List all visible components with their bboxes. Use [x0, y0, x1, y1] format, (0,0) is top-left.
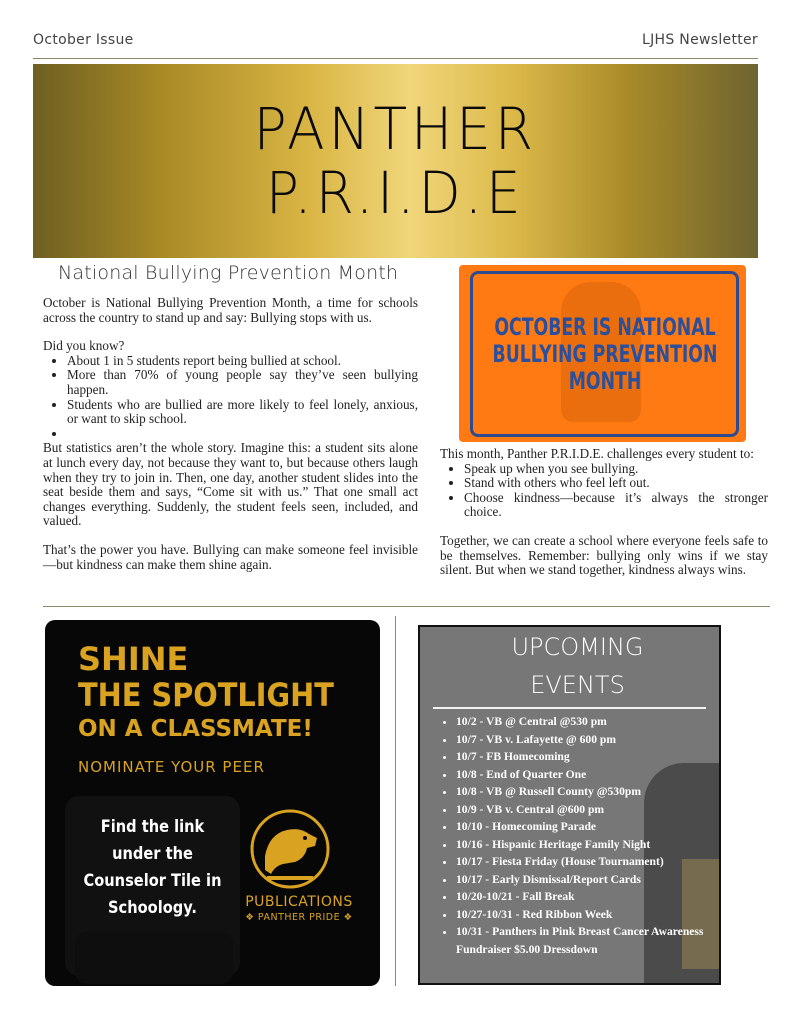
newsletter-label: LJHS Newsletter: [642, 32, 758, 48]
list-item: • About 1 in 5 students report being bullied at school.: [67, 354, 418, 369]
list-item: • Speak up when you see bullying.: [464, 462, 768, 477]
list-item: • 10/31 - Panthers in Pink Breast Cancer Awareness Fundraiser $5.00 Dressdown: [456, 923, 721, 958]
list-item: • 10/27-10/31 - Red Ribbon Week: [456, 906, 721, 924]
article-intro: October is National Bullying Prevention Month, a time for schools across the country to stand up and say: Bullying stops with us.: [43, 295, 418, 325]
list-item: • 10/7 - FB Homecoming: [456, 748, 721, 766]
did-you-know-label: Did you know?: [43, 338, 125, 354]
list-item: • Choose kindness—because it’s always the stronger choice.: [464, 491, 768, 520]
left-article: [43, 296, 418, 586]
issue-label: October Issue: [33, 32, 134, 48]
column-divider: [395, 616, 396, 986]
title-banner: [33, 64, 758, 258]
spotlight-line1: SHINE: [78, 640, 189, 678]
right-article: [440, 447, 768, 592]
list-item-empty: [67, 427, 418, 442]
section-divider: [43, 606, 770, 607]
list-item: • 10/20-10/21 - Fall Break: [456, 888, 721, 906]
list-item: • 10/10 - Homecoming Parade: [456, 818, 721, 836]
nominate-label: NOMINATE YOUR PEER: [78, 758, 265, 776]
article-closing: That’s the power you have. Bullying can make someone feel invisible—but kindness can make them shine again.: [43, 541, 418, 572]
spotlight-line2: THE SPOTLIGHT: [78, 676, 334, 714]
bullying-poster: [459, 265, 746, 442]
challenge-closing: Together, we can create a school where everyone feels safe to be themselves. Remember: bullying only wins if we stay silent. But when we stand together, kindness always wins.: [440, 532, 768, 578]
events-title-line2: EVENTS: [530, 671, 625, 699]
list-item: • 10/8 - VB @ Russell County @530pm: [456, 783, 721, 801]
list-item: • More than 70% of young people say they’ve seen bullying happen.: [67, 368, 418, 397]
facts-list: [43, 354, 418, 442]
spotlight-line3: ON A CLASSMATE!: [78, 716, 313, 742]
article-heading: National Bullying Prevention Month: [58, 262, 399, 284]
list-item: • Stand with others who feel left out.: [464, 476, 768, 491]
upcoming-events-box: [418, 625, 721, 985]
list-item: • 10/7 - VB v. Lafayette @ 600 pm: [456, 731, 721, 749]
list-item: • 10/17 - Fiesta Friday (House Tournament): [456, 853, 721, 871]
banner-title-line2: P.R.I.D.E: [266, 159, 525, 227]
events-divider: [433, 707, 706, 709]
panther-pride-label: ❖ PANTHER PRIDE ❖: [245, 912, 353, 923]
header-divider: [33, 58, 758, 59]
article-story: But statistics aren’t the whole story. Imagine this: a student sits alone at lunch every day, not because they want to, but because others laugh when they try to join in. Then, one day, another student slides into the seat beside them and says, “Come sit with us.” That one small act changes everything. Suddenly, the student feels seen, included, and valued.: [43, 440, 418, 529]
events-title-line1: UPCOMING: [511, 633, 644, 661]
poster-text: OCTOBER IS NATIONAL BULLYING PREVENTION MONTH: [492, 312, 717, 395]
events-list: [434, 713, 721, 958]
list-item: • 10/17 - Early Dismissal/Report Cards: [456, 871, 721, 889]
list-item: • 10/2 - VB @ Central @530 pm: [456, 713, 721, 731]
panther-logo-icon: [245, 804, 335, 894]
challenge-list: [440, 462, 768, 520]
banner-title-line1: PANTHER: [253, 95, 538, 163]
decorative-box: [75, 932, 233, 984]
challenge-intro: This month, Panther P.R.I.D.E. challenges every student to:: [440, 446, 754, 461]
list-item: • 10/8 - End of Quarter One: [456, 766, 721, 784]
list-item: • 10/16 - Hispanic Heritage Family Night: [456, 836, 721, 854]
publications-label: PUBLICATIONS: [245, 894, 353, 910]
spotlight-flyer: [45, 620, 380, 986]
list-item: • 10/9 - VB v. Central @600 pm: [456, 801, 721, 819]
list-item: • Students who are bullied are more likely to feel lonely, anxious, or want to skip school.: [67, 398, 418, 427]
poster-frame: [470, 271, 739, 437]
find-link-text: Find the link under the Counselor Tile in Schoology.: [83, 817, 222, 918]
